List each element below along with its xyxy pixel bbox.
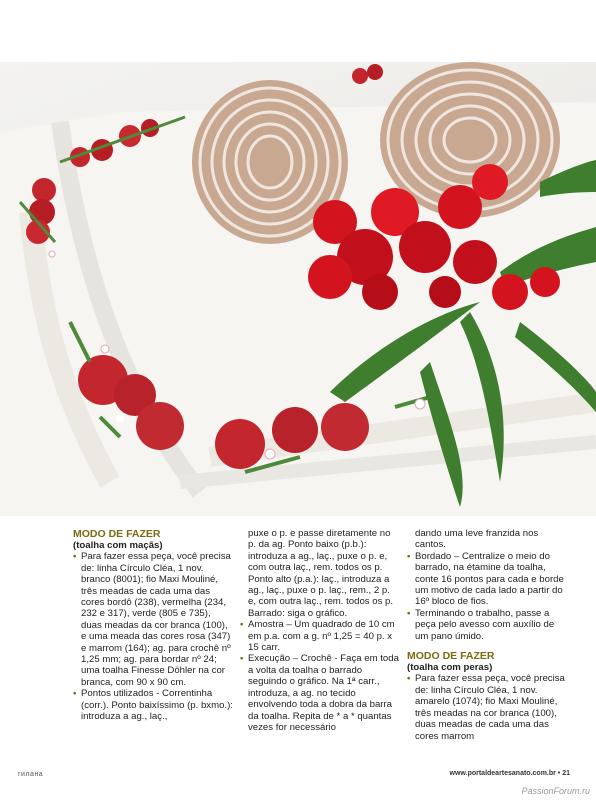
section1-subheading: (toalha com maçãs) <box>73 540 163 551</box>
footer-page-number: www.portaldeartesanato.com.br • 21 <box>449 770 570 777</box>
list-item: • Terminando o trabalho, passe a peça pelo avesso com auxílio de um pano úmido. <box>407 608 567 642</box>
list-item: • Execução – Crochê - Faça em toda a volta da toalha o barrado seguindo o gráfico. Na 1ª carr., introduza, a ag. no tecido envolvendo toda a dobra da barra da toalha. Repita de * a * quantas vezes for necessário <box>240 653 400 733</box>
section2-heading: MODO DE FAZER <box>407 650 495 663</box>
tablecloth-photo <box>0 62 596 516</box>
list-item: • Pontos utilizados - Correntinha (corr.). Ponto baixíssimo (p. bxmo.): introduza a ag., laç., <box>73 688 233 722</box>
list-item: • Amostra – Um quadrado de 10 cm em p.a. com a g. nº 1,25 = 40 p. x 15 carr. <box>240 619 400 653</box>
page-footer <box>0 768 596 782</box>
section2-subheading: (toalha com peras) <box>407 662 493 674</box>
section1-list-3 <box>407 551 567 642</box>
list-item: • Para fazer essa peça, você precisa de: linha Círculo Cléa, 1 nov. branco (8001); fio Maxi Mouliné, três meadas de cada uma das cores bordô (238), vermelha (234, 232 e 317), verde (805 e 735), duas meadas da cor branca (100), e uma meada das cores rosa (347) e marrom (164); ag. para crochê nº 1,25 mm; ag. para bordar nº 24; uma toalha Finesse Döhler na cor branca, com 90 x 90 cm. <box>73 551 233 688</box>
section1-heading: MODO DE FAZER <box>73 528 161 540</box>
footer-left-text: гилана <box>18 771 44 778</box>
section1-list-2 <box>240 619 400 733</box>
list-item: • Bordado – Centralize o meio do barrado, na étamine da toalha, conte 16 pontos para cada e borde um motivo de cada lado a partir do 16º bloco de fios. <box>407 551 567 608</box>
section2-list <box>407 673 567 741</box>
column-3 <box>407 528 567 742</box>
column-1 <box>73 528 233 723</box>
watermark: PassionForum.ru <box>521 786 590 796</box>
section1-list <box>73 551 233 722</box>
list-item: • Para fazer essa peça, você precisa de: linha Círculo Cléa, 1 nov. amarelo (1074); fio Maxi Mouliné, três meadas na cor branca (100), duas meadas de cada uma das cores marrom <box>407 673 567 741</box>
column-2 <box>240 528 400 733</box>
section1-continuation-2: dando uma leve franzida nos cantos. <box>415 528 539 551</box>
section1-continuation: puxe o p. e passe diretamente no p. da ag. Ponto baixo (p.b.): introduza a ag., laç., puxe o p. e, com outra laç., rem. todos os p. Ponto alto (p.a.): laç., introduza a ag., laç., puxe o p. laç., rem., 2 p. e, com outra laç., rem. todos os p. Barrado: siga o gráfico. <box>248 528 394 619</box>
